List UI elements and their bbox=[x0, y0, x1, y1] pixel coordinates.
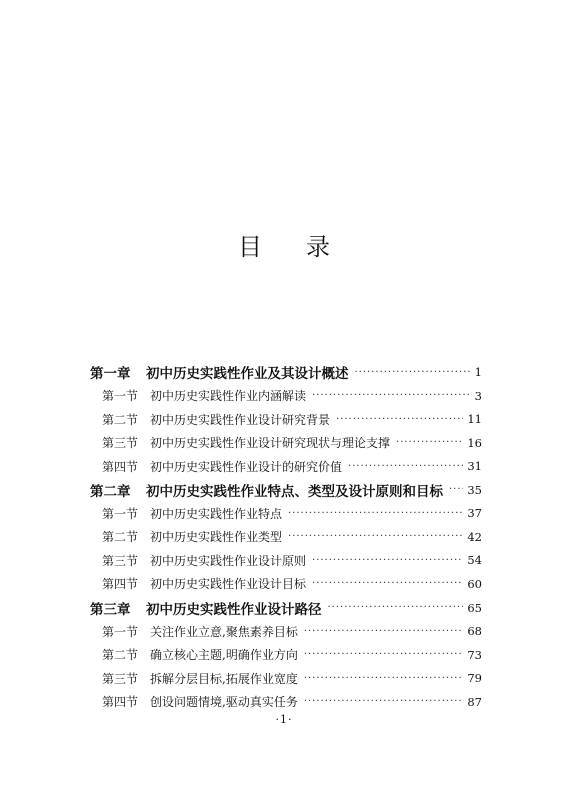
entry-page-number: 11 bbox=[467, 412, 482, 427]
entry-title: 初中历史实践性作业特点、类型及设计原则和目标 bbox=[146, 483, 443, 500]
entry-title: 初中历史实践性作业及其设计概述 bbox=[146, 366, 349, 382]
entry-page-number: 73 bbox=[467, 647, 482, 662]
leader-dots bbox=[312, 555, 463, 566]
toc-section-entry bbox=[102, 668, 482, 688]
entry-label: 第四节 bbox=[102, 577, 139, 592]
entry-page-number: 65 bbox=[467, 600, 482, 615]
leader-dots bbox=[355, 367, 471, 378]
entry-label: 第二节 bbox=[102, 648, 139, 663]
leader-dots bbox=[336, 414, 463, 425]
leader-dots bbox=[304, 626, 464, 637]
toc-section-entry bbox=[102, 621, 482, 641]
entry-title: 初中历史实践性作业设计目标 bbox=[150, 577, 307, 592]
entry-label: 第三节 bbox=[102, 671, 139, 686]
toc-section-entry bbox=[102, 645, 482, 665]
leader-dots bbox=[304, 696, 464, 707]
entry-label: 第二章 bbox=[90, 483, 131, 500]
entry-title: 初中历史实践性作业设计研究现状与理论支撑 bbox=[150, 436, 391, 451]
toc-section-entry bbox=[102, 527, 482, 547]
toc-section-entry bbox=[102, 503, 482, 523]
entry-label: 第一节 bbox=[102, 624, 139, 639]
toc-section-entry bbox=[102, 409, 482, 429]
entry-page-number: 42 bbox=[467, 529, 482, 544]
toc-title: 目录 bbox=[238, 233, 374, 261]
entry-title: 初中历史实践性作业设计研究背景 bbox=[150, 412, 331, 427]
entry-title: 初中历史实践性作业特点 bbox=[150, 506, 283, 521]
entry-title: 初中历史实践性作业设计原则 bbox=[150, 553, 307, 568]
entry-title: 拆解分层目标,拓展作业宽度 bbox=[150, 671, 298, 686]
entry-label: 第四节 bbox=[102, 459, 139, 474]
toc-section-entry bbox=[102, 386, 482, 406]
entry-page-number: 1 bbox=[474, 365, 482, 379]
entry-label: 第三节 bbox=[102, 436, 139, 451]
entry-label: 第一节 bbox=[102, 506, 139, 521]
entry-page-number: 31 bbox=[467, 459, 482, 474]
leader-dots bbox=[312, 390, 471, 401]
entry-label: 第二节 bbox=[102, 412, 139, 427]
leader-dots bbox=[304, 673, 464, 684]
entry-title: 初中历史实践性作业设计的研究价值 bbox=[150, 459, 343, 474]
leader-dots bbox=[312, 578, 463, 589]
entry-page-number: 54 bbox=[467, 553, 482, 568]
entry-label: 第三节 bbox=[102, 553, 139, 568]
toc-section-entry bbox=[102, 692, 482, 712]
entry-title: 创设问题情境,驱动真实任务 bbox=[150, 695, 298, 710]
entry-title: 关注作业立意,聚焦素养目标 bbox=[150, 624, 298, 639]
entry-label: 第一节 bbox=[102, 389, 139, 404]
toc-chapter-entry bbox=[90, 362, 482, 382]
entry-title: 初中历史实践性作业类型 bbox=[150, 530, 283, 545]
toc-chapter-entry bbox=[90, 598, 482, 618]
entry-page-number: 16 bbox=[467, 435, 482, 450]
leader-dots bbox=[396, 437, 463, 448]
entry-page-number: 79 bbox=[467, 671, 482, 686]
entry-label: 第四节 bbox=[102, 695, 139, 710]
leader-dots bbox=[304, 649, 464, 660]
leader-dots bbox=[288, 508, 463, 519]
entry-page-number: 35 bbox=[467, 482, 482, 497]
entry-page-number: 60 bbox=[467, 576, 482, 591]
entry-title: 确立核心主题,明确作业方向 bbox=[150, 648, 298, 663]
entry-label: 第一章 bbox=[90, 366, 131, 382]
toc-chapter-entry bbox=[90, 480, 482, 500]
leader-dots bbox=[328, 602, 464, 613]
page-number: ·1· bbox=[275, 713, 293, 726]
entry-title: 初中历史实践性作业设计路径 bbox=[146, 601, 322, 618]
entry-page-number: 37 bbox=[467, 506, 482, 521]
entry-page-number: 3 bbox=[474, 388, 482, 403]
leader-dots bbox=[449, 484, 463, 495]
entry-page-number: 68 bbox=[467, 624, 482, 639]
toc-section-entry bbox=[102, 433, 482, 453]
entry-title: 初中历史实践性作业内涵解读 bbox=[150, 389, 307, 404]
toc-section-entry bbox=[102, 574, 482, 594]
entry-label: 第三章 bbox=[90, 601, 131, 618]
toc-section-entry bbox=[102, 550, 482, 570]
leader-dots bbox=[348, 461, 463, 472]
toc-section-entry bbox=[102, 456, 482, 476]
leader-dots bbox=[288, 531, 463, 542]
entry-label: 第二节 bbox=[102, 530, 139, 545]
entry-page-number: 87 bbox=[467, 694, 482, 709]
